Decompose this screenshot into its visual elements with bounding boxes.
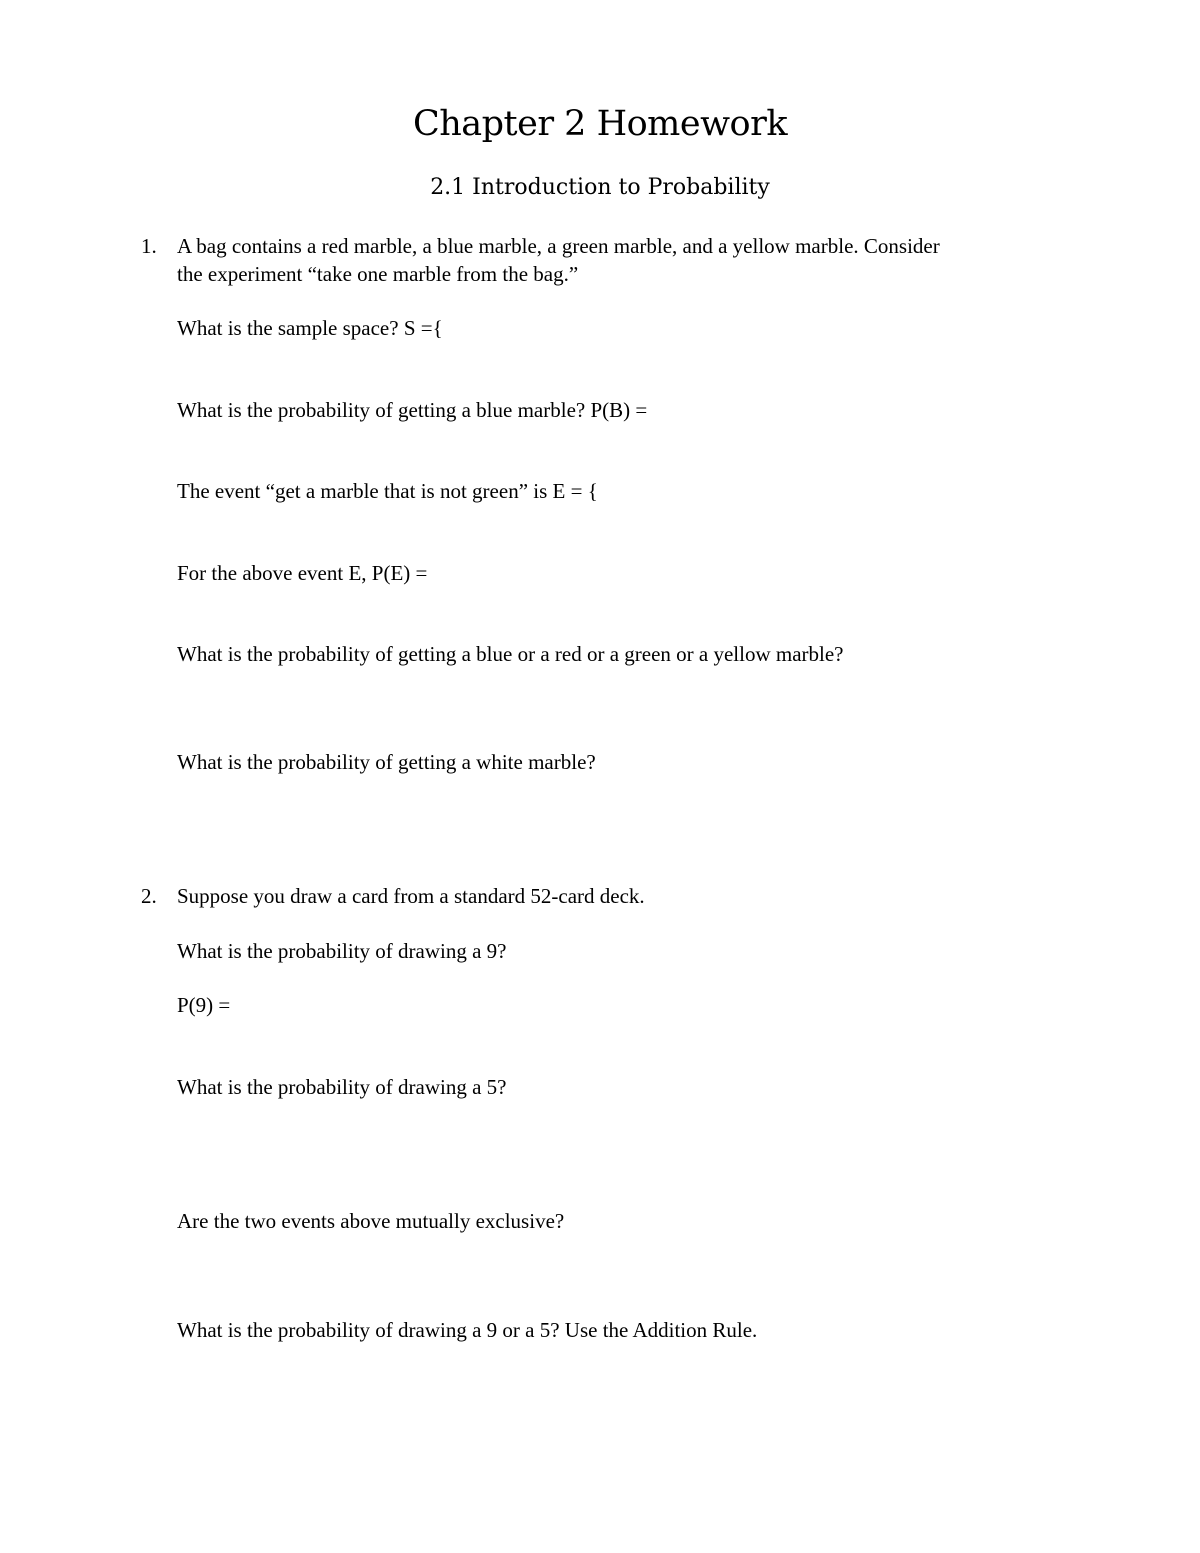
question-white-marble: What is the probability of getting a white marble? [177, 750, 596, 774]
question-any-color: What is the probability of getting a blue or a red or a green or a yellow marble? [177, 642, 844, 666]
question-sample-space: What is the sample space? S ={ [177, 316, 443, 340]
question-mutually-exclusive: Are the two events above mutually exclusive? [177, 1209, 565, 1233]
question-addition-rule: What is the probability of drawing a 9 or a 5? Use the Addition Rule. [177, 1318, 758, 1342]
question-event-not-green: The event “get a marble that is not green” is E = { [177, 479, 598, 503]
question-draw-five: What is the probability of drawing a 5? [177, 1075, 507, 1099]
section-title: 2.1 Introduction to Probability [430, 175, 770, 200]
problem-intro-line: the experiment “take one marble from the bag.” [177, 262, 579, 286]
problem-number: 1. [141, 234, 157, 258]
question-blue-marble: What is the probability of getting a blue marble? P(B) = [177, 398, 648, 422]
problem-number: 2. [141, 884, 157, 908]
problem-intro-line: Suppose you draw a card from a standard 52-card deck. [177, 884, 645, 908]
answer-p-nine: P(9) = [177, 993, 231, 1017]
problem-intro-line: A bag contains a red marble, a blue marble, a green marble, and a yellow marble. Consider [177, 234, 940, 258]
question-event-probability: For the above event E, P(E) = [177, 561, 428, 585]
page-title: Chapter 2 Homework [412, 104, 788, 144]
question-draw-nine: What is the probability of drawing a 9? [177, 939, 507, 963]
